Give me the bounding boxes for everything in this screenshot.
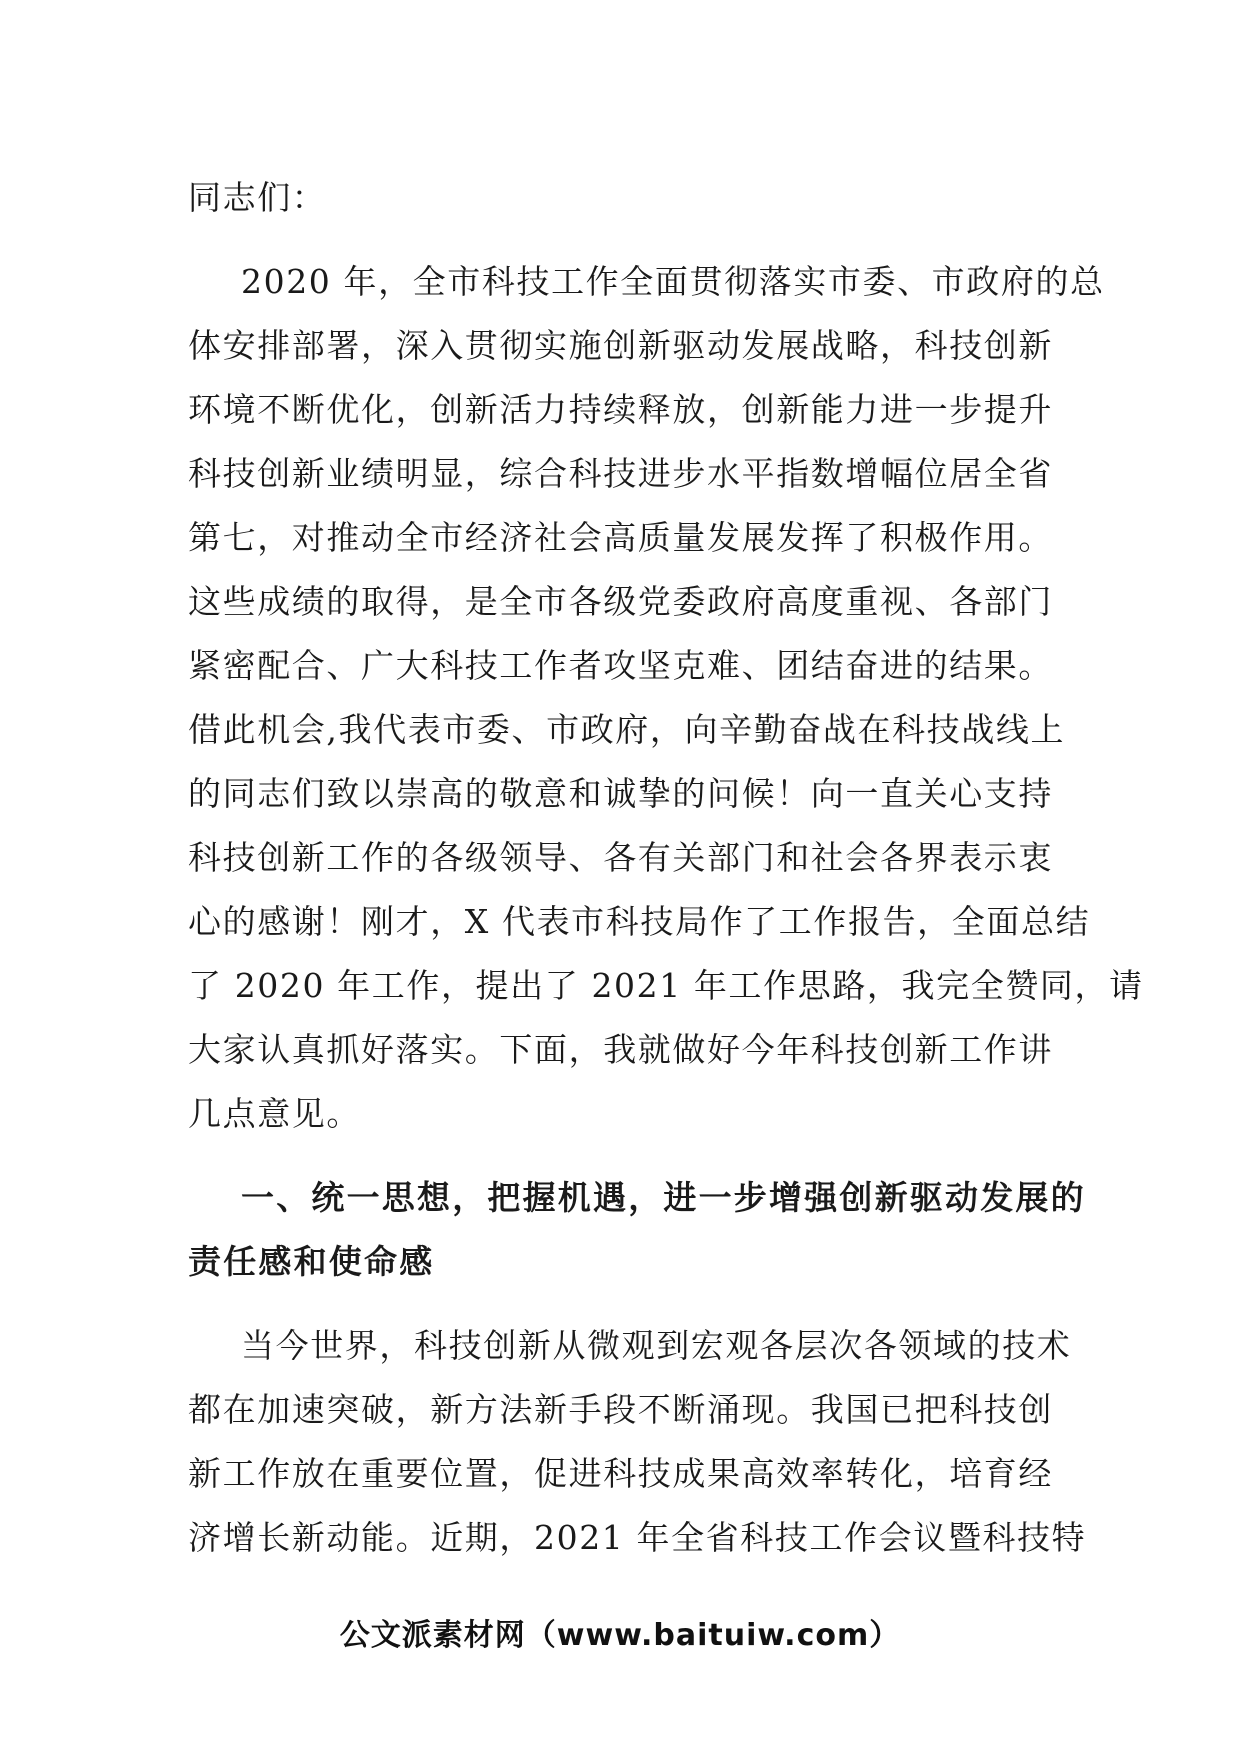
text-line: 几点意见。 (188, 1094, 361, 1133)
site-footer-watermark: 公文派素材网（www.baituiw.com） (339, 1618, 901, 1653)
salutation: 同志们： (188, 178, 327, 217)
text-line: 体安排部署，深入贯彻实施创新驱动发展战略，科技创新 (188, 326, 1053, 365)
text-line: 当今世界，科技创新从微观到宏观各层次各领域的技术 (241, 1326, 1072, 1365)
text-line: 紧密配合、广大科技工作者攻坚克难、团结奋进的结果。 (188, 646, 1053, 685)
text-line: 的同志们致以崇高的敬意和诚挚的问候！向一直关心支持 (188, 774, 1053, 813)
paragraph-opening (188, 250, 1144, 1146)
section-heading-1 (188, 1166, 1086, 1294)
paragraph-spacer (188, 1146, 1050, 1166)
text-line: 了 2020 年工作，提出了 2021 年工作思路，我完全赞同，请 (188, 966, 1144, 1005)
text-line: 新工作放在重要位置，促进科技成果高效率转化，培育经 (188, 1454, 1053, 1493)
text-line: 第七，对推动全市经济社会高质量发展发挥了积极作用。 (188, 518, 1053, 557)
text-line: 借此机会,我代表市委、市政府，向辛勤奋战在科技战线上 (188, 710, 1066, 749)
paragraph-section-1 (188, 1314, 1087, 1570)
document-body (188, 166, 1144, 1570)
text-line: 2020 年，全市科技工作全面贯彻落实市委、市政府的总 (241, 262, 1105, 301)
text-line: 科技创新工作的各级领导、各有关部门和社会各界表示衷 (188, 838, 1053, 877)
text-line: 心的感谢！刚才，X 代表市科技局作了工作报告，全面总结 (188, 902, 1091, 941)
heading-line: 一、统一思想，把握机遇，进一步增强创新驱动发展的 (241, 1178, 1086, 1217)
paragraph-spacer (188, 1294, 1050, 1314)
text-line: 济增长新动能。近期，2021 年全省科技工作会议暨科技特 (188, 1518, 1087, 1557)
text-line: 大家认真抓好落实。下面，我就做好今年科技创新工作讲 (188, 1030, 1053, 1069)
heading-line: 责任感和使命感 (188, 1242, 435, 1281)
text-line: 这些成绩的取得，是全市各级党委政府高度重视、各部门 (188, 582, 1053, 621)
text-line: 环境不断优化，创新活力持续释放，创新能力进一步提升 (188, 390, 1053, 429)
text-line: 科技创新业绩明显，综合科技进步水平指数增幅位居全省 (188, 454, 1053, 493)
text-line: 都在加速突破，新方法新手段不断涌现。我国已把科技创 (188, 1390, 1053, 1429)
